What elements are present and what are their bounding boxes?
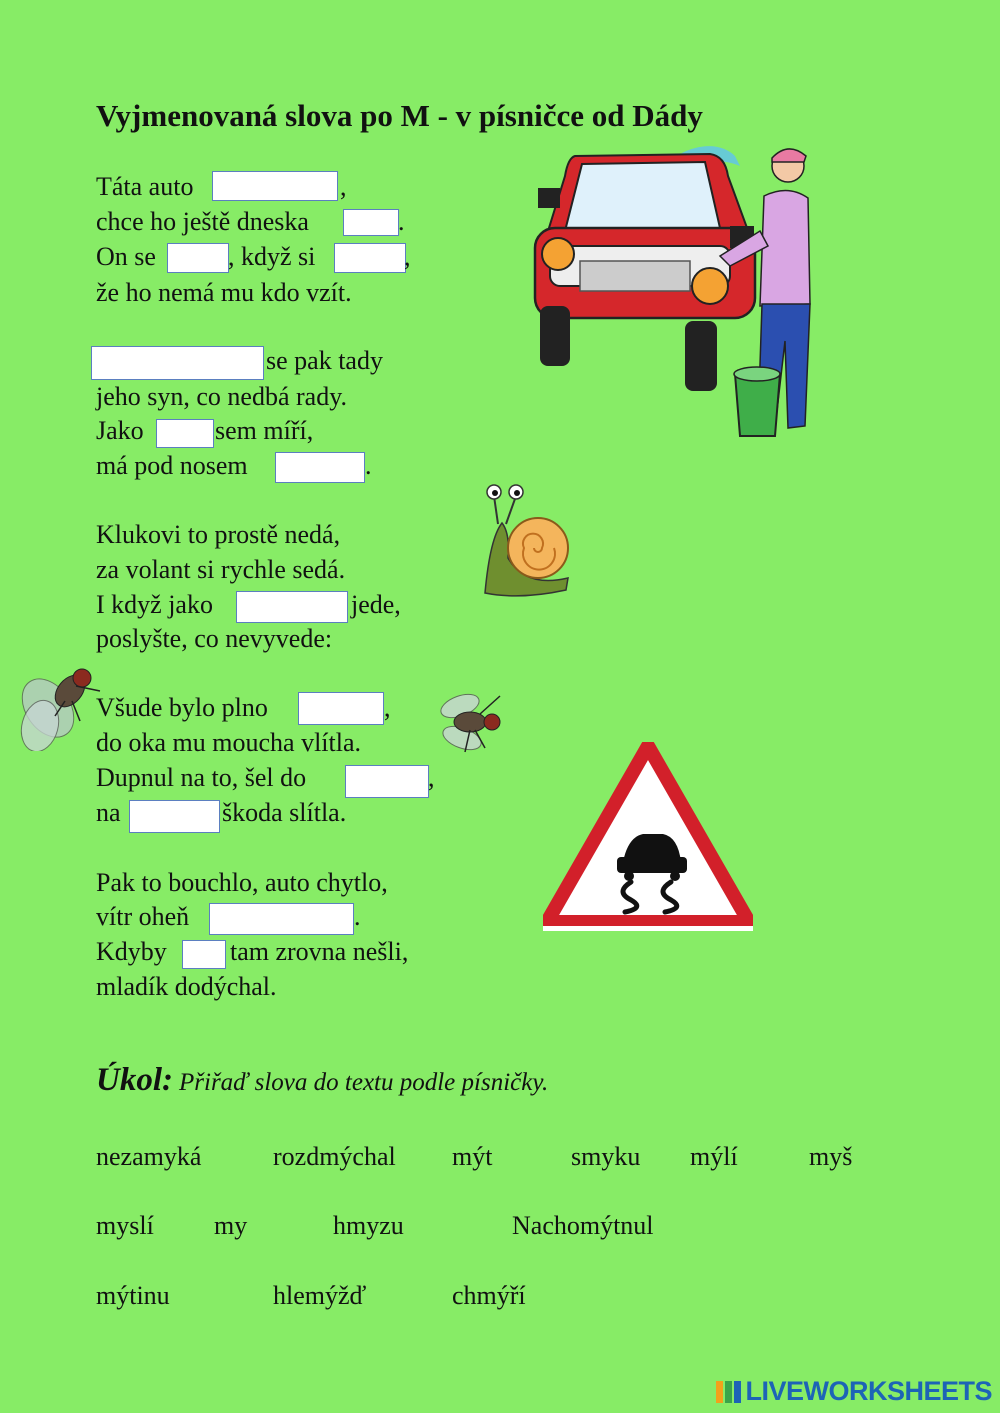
stanza4-line4: na [96, 798, 121, 827]
text-fragment: škoda slítla. [222, 798, 347, 827]
word-bank-item[interactable]: my [214, 1211, 248, 1240]
blank-8[interactable] [236, 591, 348, 623]
text-fragment: . [398, 207, 405, 236]
brand-logo [716, 1376, 992, 1407]
stanza3-line3: I když jako [96, 590, 213, 619]
fly-icon [430, 686, 515, 761]
text-fragment: , [404, 242, 411, 271]
blank-6[interactable] [156, 419, 214, 448]
stanza1-line1 [96, 172, 193, 202]
blank-1[interactable] [212, 171, 338, 201]
stanza5-line1: Pak to bouchlo, auto chytlo, [96, 868, 388, 897]
word-bank-item[interactable]: myslí [96, 1211, 154, 1240]
text-fragment: , [428, 763, 435, 792]
text-fragment: , [384, 693, 391, 722]
task-instruction [96, 1062, 548, 1099]
stanza4-line3: Dupnul na to, šel do [96, 763, 307, 792]
stanza1-line3: On se [96, 242, 156, 271]
blank-2[interactable] [343, 209, 399, 236]
stanza5-line2: vítr oheň [96, 902, 190, 931]
text-fragment: Táta auto [96, 172, 194, 201]
stanza5-line3: Kdyby [96, 937, 167, 966]
blank-11[interactable] [129, 800, 220, 833]
word-bank-item[interactable]: hlemýžď [273, 1281, 367, 1310]
stanza3-line1: Klukovi to prostě nedá, [96, 520, 341, 549]
slippery-road-sign-icon [543, 742, 753, 932]
liveworksheets-logo-icon [716, 1379, 742, 1405]
text-fragment: . [354, 902, 361, 931]
stanza4-line2: do oka mu moucha vlítla. [96, 728, 362, 757]
task-label: Úkol: [96, 1062, 173, 1098]
word-bank-item[interactable]: mýt [452, 1142, 493, 1171]
stanza1-line4: že ho nemá mu kdo vzít. [96, 278, 352, 307]
word-bank-item[interactable]: rozdmýchal [273, 1142, 396, 1171]
text-fragment: jede, [351, 590, 401, 619]
text-fragment: tam zrovna nešli, [230, 937, 409, 966]
blank-12[interactable] [209, 903, 354, 935]
text-fragment: sem míří, [215, 416, 314, 445]
text-fragment: , [340, 172, 347, 201]
stanza4-line1: Všude bylo plno [96, 693, 268, 722]
word-bank-item[interactable]: Nachomýtnul [512, 1211, 654, 1240]
stanza2-line3: Jako [96, 416, 144, 445]
page-title: Vyjmenovaná slova po M - v písničce od Dády [96, 98, 703, 133]
blank-4[interactable] [334, 243, 406, 273]
word-bank-item[interactable]: chmýří [452, 1281, 526, 1310]
stanza1-line2: chce ho ještě dneska [96, 207, 309, 236]
word-bank-item[interactable]: myš [809, 1142, 853, 1171]
word-bank-item[interactable]: smyku [571, 1142, 641, 1171]
fly-icon [10, 646, 110, 751]
word-bank-item[interactable]: hmyzu [333, 1211, 404, 1240]
blank-5[interactable] [91, 346, 264, 380]
car-wash-icon [520, 136, 815, 446]
blank-3[interactable] [167, 243, 229, 273]
word-bank-item[interactable]: mýtinu [96, 1281, 170, 1310]
stanza2-line2: jeho syn, co nedbá rady. [96, 382, 348, 411]
blank-9[interactable] [298, 692, 384, 725]
brand-name: LIVEWORKSHEETS [745, 1376, 992, 1406]
stanza3-line2: za volant si rychle sedá. [96, 555, 346, 584]
task-text: Přiřaď slova do textu podle písničky. [179, 1069, 549, 1096]
snail-icon [480, 478, 575, 600]
blank-10[interactable] [345, 765, 429, 798]
word-bank-item[interactable]: nezamyká [96, 1142, 202, 1171]
text-fragment: , když si [228, 242, 316, 271]
blank-7[interactable] [275, 452, 365, 483]
stanza3-line4: poslyšte, co nevyvede: [96, 624, 333, 653]
stanza2-line1: se pak tady [266, 346, 383, 375]
stanza2-line4: má pod nosem [96, 451, 248, 480]
blank-13[interactable] [182, 940, 226, 969]
word-bank-item[interactable]: mýlí [690, 1142, 738, 1171]
text-fragment: . [365, 451, 372, 480]
stanza5-line4: mladík dodýchal. [96, 972, 277, 1001]
